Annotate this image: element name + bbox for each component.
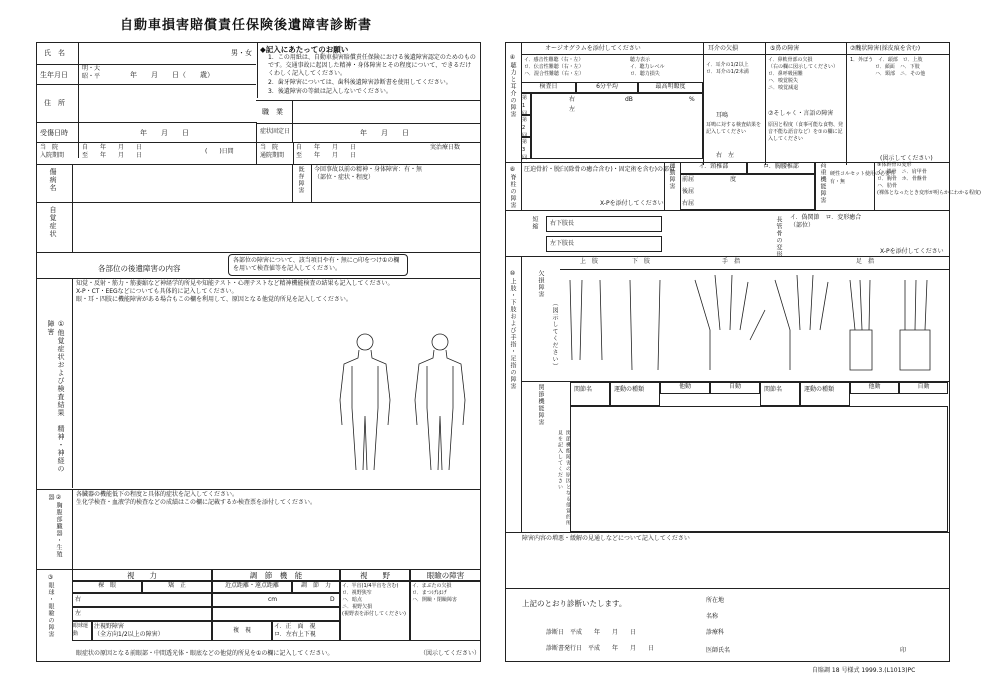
fixed-date-label: 症状固定日	[260, 128, 291, 135]
test-header-max: 最高明瞭度	[638, 82, 703, 93]
lr-right: 右	[569, 96, 576, 103]
symptoms-field[interactable]	[74, 204, 474, 250]
eye-row-right: 右	[72, 593, 212, 607]
notice-title: ◆記入にあたってのお願い	[260, 45, 349, 54]
name-label: 氏 名	[44, 49, 65, 57]
back-body-outline	[415, 334, 465, 470]
existing-label: 既存障害	[297, 166, 304, 194]
eye-sub-corrected: 矯 正	[142, 581, 212, 593]
joint-values-grid[interactable]	[570, 406, 948, 532]
diplopia-gaze[interactable]: 注視野障害 （全方向1/2以上の障害）	[92, 621, 212, 641]
limb-diagram	[560, 270, 948, 380]
hearing-display-options[interactable]: 聴力表示 イ．聴力レベル ロ．聴力損失	[630, 57, 665, 77]
eye-row-left: 左	[72, 607, 212, 621]
inpatient-range[interactable]: 自 年 月 日 至 年 月 日	[82, 144, 143, 159]
sex-options[interactable]: 男・女	[231, 49, 252, 57]
era-options[interactable]: 明・大 昭・平	[82, 65, 101, 80]
test-row-1: 第1回	[521, 93, 531, 115]
hearing-test-grid[interactable]	[531, 93, 703, 159]
inpatient-days[interactable]: ( )日間	[205, 148, 234, 155]
deformity-xp-note: X-Pを添付してください	[880, 248, 944, 255]
occupation-field[interactable]	[294, 102, 474, 120]
detail-note: 各部位の障害について、該当項目や有・無に○印をつけ①の欄を用いて検査値等を記入してください。	[228, 254, 408, 276]
defect-label: 欠損障害	[537, 270, 544, 298]
load-label: 荷重機能障害	[815, 162, 826, 210]
eye-header-visual-field: 視 野	[340, 569, 410, 581]
diagnosis-field[interactable]	[74, 166, 254, 200]
dob-label: 生年月日	[40, 71, 68, 79]
document-title: 自動車損害賠償責任保険後遺障害診断書	[120, 18, 373, 33]
motion-deg: 度	[730, 176, 737, 183]
scar-figure-note: (図示してください)	[880, 155, 933, 162]
eye-figure-note: （図示してください）	[420, 650, 481, 657]
notice-item-1: 1．この用紙は、自動車損害賠償責任保険における後遺障害認定のためのものです。交通事故に起因した精神・身体障害とその程度について、できるだけくわしく記入してください。	[268, 54, 476, 77]
joint-header-active-1: 自動	[710, 382, 760, 394]
lower-limb-skeleton	[630, 280, 660, 370]
upper-limb-skeleton	[570, 280, 602, 360]
motion-row-flexion: 前屈	[682, 176, 695, 183]
eye-header-eyelid: 眼瞼の障害	[410, 569, 481, 581]
speech-label: ⑦そしゃく・言語の障害	[768, 110, 834, 117]
limb-header-lower: 下 肢	[632, 258, 651, 265]
hearing-type-options[interactable]: イ．感音性難聴（右・左） ロ．伝音性難聴（右・左） ハ．混合性難聴（右・左）	[524, 57, 585, 77]
ear-loss-options[interactable]: イ．耳介の1/2以上 ロ．耳介の1/2未満	[706, 62, 749, 75]
limb-section-label: ⑩上肢・下肢および手指・足指の障害	[509, 270, 516, 390]
prognosis-field[interactable]	[510, 545, 946, 585]
symptoms-label: 自覚症状	[49, 206, 57, 238]
injury-date-field[interactable]: 年 月 日	[140, 129, 189, 137]
motion-values-grid[interactable]	[680, 174, 815, 210]
address-label: 住 所	[44, 99, 65, 107]
test-row-2: 第2回	[521, 115, 531, 137]
detail-header: 各部位の後遺障害の内容	[98, 264, 181, 273]
outpatient-range[interactable]: 自 年 月 日 至 年 月 日	[296, 144, 357, 159]
footer-code: 自賠調 18 号様式 1999.3.(L1013)PC	[812, 667, 916, 674]
right-leg-length[interactable]: 右下肢長	[546, 216, 662, 232]
motion-row-right-bend: 右屈	[682, 200, 695, 207]
joint-header-passive-1: 他動	[660, 382, 710, 394]
joint-header-motion-2: 運動の種類	[800, 382, 850, 406]
prognosis-note: 障害内容の増悪・緩解の見通しなどについて記入してください	[522, 535, 690, 542]
deformity-options[interactable]: イ．偽関節 ロ．変形癒合 （部位）	[790, 214, 862, 229]
ear-loss-header: 耳介の欠損	[703, 42, 738, 165]
spine-note: 圧迫骨折・脱臼(除骨の癒合含む)・固定術を含む)の部位	[524, 166, 676, 173]
motion-label: 運動障害	[664, 162, 675, 210]
other-bones[interactable]: ⑨体幹骨の変形 イ．鎖骨 ニ．肩甲骨 ロ．胸骨 ホ．骨盤骨 ハ．肋骨 (裸体となったとき変形が明らかにわかる程度)	[874, 162, 951, 210]
motion-header-thoracolumbar: ロ．胸腰椎部	[747, 162, 815, 174]
spine-xp-note: X-Pを添付してください	[600, 200, 664, 207]
audiogram-note: オージオグラムを添付してください	[545, 45, 641, 52]
eye-accommodation-left[interactable]	[212, 607, 340, 621]
test-header-date: 検査日	[521, 82, 576, 93]
eye-sub-near-far: 近点距離・遠点距離	[212, 581, 292, 593]
nose-header: ⑤鼻の障害	[765, 42, 799, 165]
section3-label: ③眼球・眼瞼の障害	[47, 574, 54, 638]
occupation-label: 職 業	[262, 108, 283, 116]
body-diagram	[330, 330, 480, 480]
notice-item-2: 2．歯牙障害については、歯科後遺障害診断書を使用してください。	[268, 79, 452, 86]
section2-label: ②胸腹部臓器・生殖器	[47, 494, 62, 558]
scar-header: ⑦醜状障害(採皮痕を含む)	[846, 42, 920, 165]
speech-note: 原因と程度（食事可能な食物、発音不能な語音など）を①の欄に記入してください	[768, 122, 844, 142]
eye-sub-power: 調 節 力	[292, 581, 340, 593]
existing-note[interactable]: 今回事故以前の精神・身体障害：有・無 （部位・症状・程度）	[314, 166, 423, 181]
hand-skeleton	[695, 275, 828, 370]
percent-unit: %	[689, 96, 695, 103]
spine-label: ⑧脊柱の障害	[509, 166, 516, 209]
front-body-outline	[340, 334, 390, 470]
treatment-days-label: 実治療日数	[430, 144, 461, 151]
eye-motion-label: 眼球運動	[72, 621, 92, 641]
address-field[interactable]	[80, 86, 250, 118]
eye-footer-note: 眼症状の原因となる前眼部・中間透光体・眼底などの他覚的所見を①の欄に記入してください。	[76, 650, 334, 657]
eye-header-accommodation: 調 節 機 能	[212, 569, 340, 581]
joint-header-active-2: 自動	[899, 382, 948, 394]
notice-item-3: 3．後遺障害の等級は記入しないでください。	[268, 88, 392, 95]
eye-sub-naked: 裸 眼	[72, 581, 142, 593]
section1-note: 知覚・反射・筋力・筋萎縮など神経学的所見や知能テスト・心理テストなど精神機能検査の結果も記入してください。 X-P・CT・EEGなどについても具体的に記入してください。 眼・耳・四肢に機能障害がある場合もこの欄を利用して、原因となる他覚的所見を記入してください。	[76, 280, 394, 303]
limb-header-hand: 手 指	[722, 258, 741, 265]
limb-header-upper: 上 肢	[580, 258, 599, 265]
section2-note: 各臓器の機能低下の程度と具体的症状を記入してください。 生化学検査・血液学的検査などの成績はこの欄に記載するか検査票を添付してください。	[76, 491, 317, 506]
double-vision-options[interactable]: イ．正 面 視 ロ．左右上下視	[272, 621, 340, 641]
diagnosis-label: 傷病名	[49, 168, 57, 192]
joint-header-passive-2: 他動	[850, 382, 899, 394]
limb-header-foot: 足 指	[856, 258, 875, 265]
doctor-name-field[interactable]	[740, 643, 890, 657]
name-field[interactable]	[80, 44, 230, 62]
cert-name-label: 名称	[706, 613, 719, 620]
eye-header-vision: 視 力	[72, 569, 212, 581]
test-row-3: 第3回	[521, 137, 531, 159]
section1-label: ①他覚症状および検査結果 精神・神経の障害	[47, 320, 65, 473]
cert-address-label: 所在地	[706, 597, 725, 604]
lr-left: 左	[569, 106, 576, 113]
fixed-date-field[interactable]: 年 月 日	[360, 129, 409, 137]
scar-options[interactable]: 1．外ぼう イ．頭部 ロ．上肢 ロ．顔面 ハ．下肢 ハ．頸部 ニ．その他	[850, 57, 926, 77]
cm-unit: cm	[268, 596, 278, 603]
cert-department-label: 診療科	[706, 629, 725, 636]
db-unit: dB	[625, 96, 633, 103]
tinnitus-note: 耳鳴に対する検査結果を記入してください	[706, 122, 762, 135]
certification-statement: 上記のとおり診断いたします。	[522, 599, 627, 608]
defect-figure-note: （図示してください）	[551, 300, 558, 370]
motion-header-cervical: イ．頸椎部	[680, 162, 747, 174]
eyelid-options[interactable]: イ．まぶたの欠損 ロ．まつげはげ ハ．開瞼・閉瞼障害	[410, 581, 481, 641]
outpatient-label: 当 院 通院期間	[260, 144, 285, 159]
joint-header-name-1: 関節名	[570, 382, 610, 406]
test-header-avg: 6分平均	[576, 82, 638, 93]
left-leg-length[interactable]: 左下肢長	[546, 236, 662, 252]
double-vision-label: 複 視	[212, 621, 272, 641]
tinnitus-label: 耳鳴	[716, 112, 729, 119]
seal-mark: 印	[900, 647, 907, 654]
ear-section-label: ④聴力と耳介の障害	[509, 54, 516, 118]
deformity-label: 長管骨の変形	[775, 216, 782, 258]
dob-field[interactable]: 年 月 日（ 歳）	[130, 71, 214, 79]
issue-date[interactable]: 診断書発行日 平成 年 月 日	[546, 645, 655, 652]
visual-field-options[interactable]: イ．半盲(1/4半盲を含む) ロ．視野狭窄 ハ．暗点 ニ．視野欠損 (視野表を添付してください)	[340, 581, 410, 641]
joint-label: 関節機能障害	[537, 384, 544, 426]
joint-note: 関節機能障害の原因となる他覚的所見を記入してください	[557, 430, 571, 526]
motion-row-extension: 後屈	[682, 188, 695, 195]
nose-options[interactable]: イ．鼻軟骨部の欠損 （右の欄に図示してください） ロ．鼻呼吸困難 ハ．嗅覚脱失 ニ．嗅覚減退	[768, 57, 839, 91]
cert-doctor-label: 医師氏名	[706, 647, 731, 654]
ear-figure-lr: 右 左	[716, 152, 735, 159]
short-label: 短縮	[531, 216, 538, 230]
joint-header-name-2: 関節名	[760, 382, 800, 406]
injury-date-label: 受傷日時	[40, 129, 68, 137]
foot-skeleton	[850, 280, 930, 370]
inpatient-label: 当 院 入院期間	[40, 144, 65, 159]
d-unit: D	[330, 596, 335, 603]
joint-header-motion-1: 運動の種類	[610, 382, 660, 406]
load-note[interactable]: 硬性コルセット使用の必要性 有・無	[830, 171, 896, 185]
diagnosis-date[interactable]: 診断日 平成 年 月 日	[546, 629, 637, 636]
